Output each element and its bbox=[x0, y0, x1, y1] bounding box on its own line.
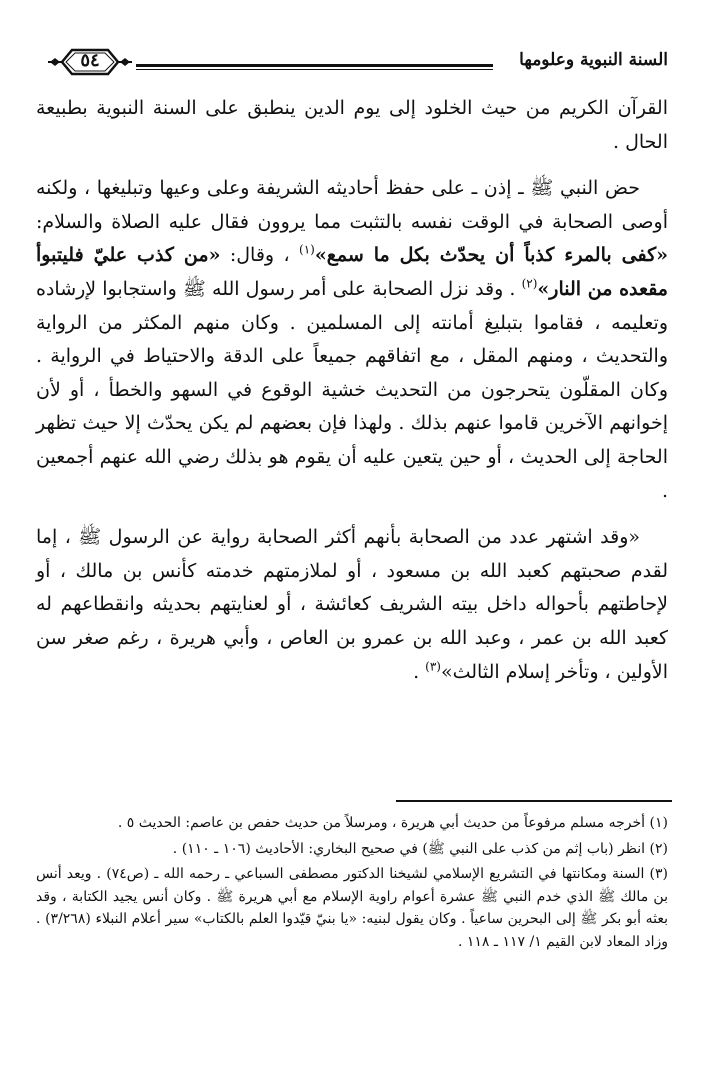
footnotes bbox=[36, 812, 668, 956]
page-header bbox=[36, 44, 668, 84]
page-number: ٥٤ bbox=[80, 50, 100, 71]
footnote bbox=[36, 863, 668, 953]
text-run: «وقد اشتهر عدد من الصحابة بأنهم أكثر الصحابة رواية عن الرسول ﷺ ، إما لقدم صحبتهم كعبد الله بن مسعود ، أو لملازمتهم خدمته كأنس بن مالك ، أو لإحاطتهم بأحواله داخل بيته الشريف كعائشة ، أو لعنايتهم بحديثه وانقطاعهم له كعبد الله بن عمر ، وعبد الله بن عمرو بن العاص ، وأبي هريرة ، رغم صغر سن الأولين ، وتأخر إسلام الثالث» bbox=[36, 526, 668, 683]
text-run: ، وقال: bbox=[220, 244, 300, 267]
text-run: . bbox=[413, 660, 426, 683]
main-text bbox=[36, 92, 668, 689]
paragraph bbox=[36, 521, 668, 689]
footnote-text: السنة ومكانتها في التشريع الإسلامي لشيخنا الدكتور مصطفى السباعي ـ رحمه الله ـ (ص٧٤) . ويعد أنس بن مالك ﷺ الذي خدم النبي ﷺ عشرة أعوام راوية الإسلام مع أبي هريرة ﷺ . وكان أنس يجيد الكتابة ، وقد بعثه أبو بكر ﷺ إلى البحرين ساعياً . وكان يقول لبنيه: «يا بنيّ قيّدوا العلم بالكتاب» سير أعلام النبلاء (٣/٢٦٨) . وزاد المعاد لابن القيم ١/ ١١٧ ـ ١١٨ . bbox=[36, 866, 668, 950]
paragraph bbox=[36, 172, 668, 508]
footnote-number: (١) bbox=[649, 815, 668, 831]
footnote-text: أخرجه مسلم مرفوعاً من حديث أبي هريرة ، ومرسلاً من حديث حفص بن عاصم: الحديث ٥ . bbox=[117, 815, 646, 831]
footnote-separator bbox=[396, 800, 672, 802]
text-run: . وقد نزل الصحابة على أمر رسول الله ﷺ واستجابوا لإرشاده وتعليمه ، فقاموا بتبليغ أمانته إلى المسلمين . وكان منهم المكثر من الرواية والتحديث ، ومنهم المقل ، مع اتفاقهم جميعاً على الدقة والاحتياط في الرواية . وكان المقلّون يتحرجون من التحديث خشية الوقوع في السهو والخطأ ، أو لأن إخوانهم الآخرين قاموا عنهم بذلك . ولهذا فإن بعضهم لم يكن يحدّث إلا حيث تظهر الحاجة إلى الحديث ، أو حين يتعين عليه أن يقوم هو بذلك رضي الله عنهم أجمعين . bbox=[36, 277, 668, 502]
hadith-quote: «كفى بالمرء كذباً أن يحدّث بكل ما سمع» bbox=[314, 244, 668, 267]
footnote-text: انظر (باب إثم من كذب على النبي ﷺ) في صحيح البخاري: الأحاديث (١٠٦ ـ ١١٠) . bbox=[172, 840, 646, 857]
paragraph: القرآن الكريم من حيث الخلود إلى يوم الدين ينطبق على السنة النبوية بطبيعة الحال . bbox=[36, 97, 668, 153]
footnote-number: (٢) bbox=[649, 840, 668, 857]
footnote-number: (٣) bbox=[649, 866, 668, 882]
footnote-ref: (١) bbox=[299, 243, 315, 258]
footnote bbox=[36, 812, 668, 835]
footnote bbox=[36, 838, 668, 861]
running-title: السنة النبوية وعلومها bbox=[519, 50, 668, 70]
footnote-ref: (٢) bbox=[521, 276, 538, 291]
page-number-badge bbox=[48, 44, 132, 80]
hadith-quote: «من كذب عليّ فليتبوأ مقعده من النار» bbox=[36, 244, 668, 300]
header-rule bbox=[136, 64, 493, 70]
text-run: حض النبي ﷺ ـ إذن ـ على حفظ أحاديثه الشريفة وعلى وعيها وتبليغها ، ولكنه أوصى الصحابة في الوقت نفسه بالتثبت مما يروون فقال عليه الصلاة والسلام: bbox=[36, 177, 668, 233]
footnote-ref: (٣) bbox=[425, 659, 441, 674]
